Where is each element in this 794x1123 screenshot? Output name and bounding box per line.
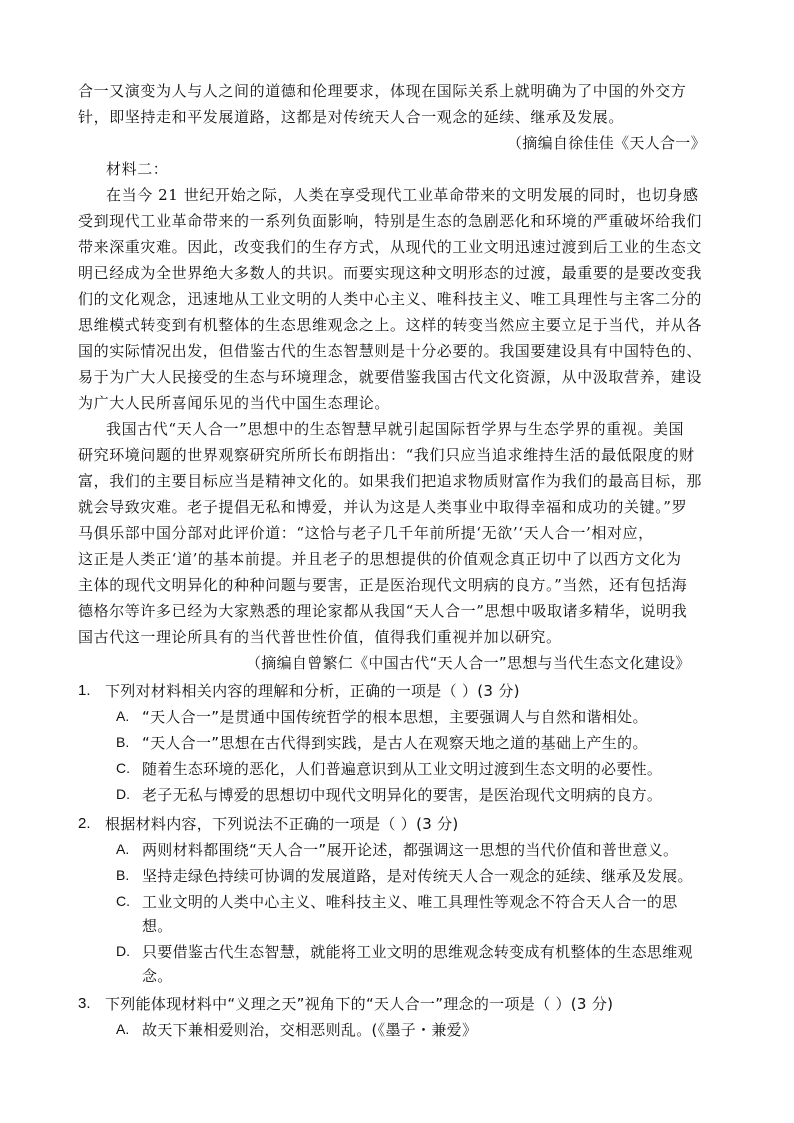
material1-source: （摘编自徐佳佳《天人合一》 [507,134,706,152]
option-letter: B. [116,867,130,883]
material2-line: 在当今 21 世纪开始之际，人类在享受现代工业革命带来的文明发展的同时，也切身感 [106,186,699,204]
material2-line: 国古代这一理论所具有的当代普世性价值，值得我们重视并加以研究。 [78,628,562,646]
material1-line: 针，即坚持走和平发展道路，这都是对传统天人合一观念的延续、继承及发展。 [78,108,625,126]
material2-line: 研究环境问题的世界观察研究所所长布朗指出：“我们只应当追求维持生活的最低限度的财 [78,446,695,464]
material2-line: 易于为广大人民接受的生态与环境理念，就要借鉴我国古代文化资源，从中汲取营养，建设 [78,368,703,386]
material2-line: 马俱乐部中国分部对此评价道：“这恰与老子几千年前所提‘无欲’‘天人合一’相对应， [78,524,654,542]
material2-line: 这正是人类正‘道’的基本前提。并且老子的思想提供的价值观念真正切中了以西方文化为 [78,550,682,568]
option-text-continued: 念。 [142,967,173,985]
material2-line: 就会导致灾难。老子提倡无私和博爱，并认为这是人类事业中取得幸福和成功的关键。”罗 [78,498,688,516]
material2-line: 受到现代工业革命带来的一系列负面影响，特别是生态的急剧恶化和环境的严重破坏给我们 [78,212,703,230]
option-text-continued: 想。 [142,917,173,935]
option-text: 老子无私与博爱的思想切中现代文明异化的要害，是医治现代文明病的良方。 [142,786,663,804]
option-text: 随着生态环境的恶化，人们普遍意识到从工业文明过渡到生态文明的必要性。 [142,760,663,778]
option-letter: C. [116,760,130,776]
option-text: 只要借鉴古代生态智慧，就能将工业文明的思维观念转变成有机整体的生态思维观 [142,943,693,961]
question-number: 1. [78,682,91,699]
material2-heading: 材料二： [106,160,169,178]
option-letter: D. [116,943,130,959]
question-stem: 下列能体现材料中“义理之天”视角下的“天人合一”理念的一项是（ ）(3 分) [105,995,614,1013]
material2-line: 德格尔等许多已经为大家熟悉的理论家都从我国“天人合一”思想中吸取诸多精华，说明我 [78,602,688,620]
option-letter: A. [116,1021,130,1037]
option-text: “天人合一”是贯通中国传统哲学的根本思想，主要强调人与自然和谐相处。 [142,708,648,726]
material2-line: 国的实际情况出发，但借鉴古代的生态智慧则是十分必要的。我国要建设具有中国特色的、 [78,342,703,360]
option-letter: B. [116,734,130,750]
option-letter: D. [116,786,130,802]
option-letter: C. [116,893,130,909]
option-text: 故天下兼相爱则治，交相恶则乱。(《墨子・兼爱》 [142,1021,478,1039]
option-text: 坚持走绿色持续可协调的发展道路，是对传统天人合一观念的延续、继承及发展。 [142,867,693,885]
option-text: “天人合一”思想在古代得到实践，是古人在观察天地之道的基础上产生的。 [142,734,648,752]
material2-line: 明已经成为全世界绝大多数人的共识。而要实现这种文明形态的过渡，最重要的是要改变我 [78,264,703,282]
material2-line: 富，我们的主要目标应当是精神文化的。如果我们把追求物质财富作为我们的最高目标，那 [78,472,703,490]
question-stem: 根据材料内容，下列说法不正确的一项是（ ）(3 分) [105,815,459,833]
option-text: 工业文明的人类中心主义、唯科技主义、唯工具理性等观念不符合天人合一的思 [142,893,678,911]
material2-line: 们的文化观念，迅速地从工业文明的人类中心主义、唯科技主义、唯工具理性与主客二分的 [78,290,703,308]
material2-line: 我国古代“天人合一”思想中的生态智慧早就引起国际哲学界与生态学界的重视。美国 [106,420,685,438]
option-letter: A. [116,708,130,724]
question-number: 3. [78,995,91,1012]
material2-line: 带来深重灾难。因此，改变我们的生存方式，从现代的工业文明迅速过渡到后工业的生态文 [78,238,703,256]
question-number: 2. [78,815,91,832]
material1-line: 合一又演变为人与人之间的道德和伦理要求，体现在国际关系上就明确为了中国的外交方 [78,82,687,100]
option-text: 两则材料都围绕“天人合一”展开论述，都强调这一思想的当代价值和普世意义。 [142,841,679,859]
material2-line: 思维模式转变到有机整体的生态思维观念之上。这样的转变当然应主要立足于当代，并从各 [78,316,703,334]
option-letter: A. [116,841,130,857]
question-stem: 下列对材料相关内容的理解和分析，正确的一项是（ ）(3 分) [105,682,520,700]
material2-source: （摘编自曾繁仁《中国古代“天人合一”思想与当代生态文化建设》 [246,654,691,672]
material2-line: 为广大人民所喜闻乐见的当代中国生态理论。 [78,394,391,412]
material2-line: 主体的现代文明异化的种种问题与要害，正是医治现代文明病的良方。”当然，还有包括海 [78,576,688,594]
